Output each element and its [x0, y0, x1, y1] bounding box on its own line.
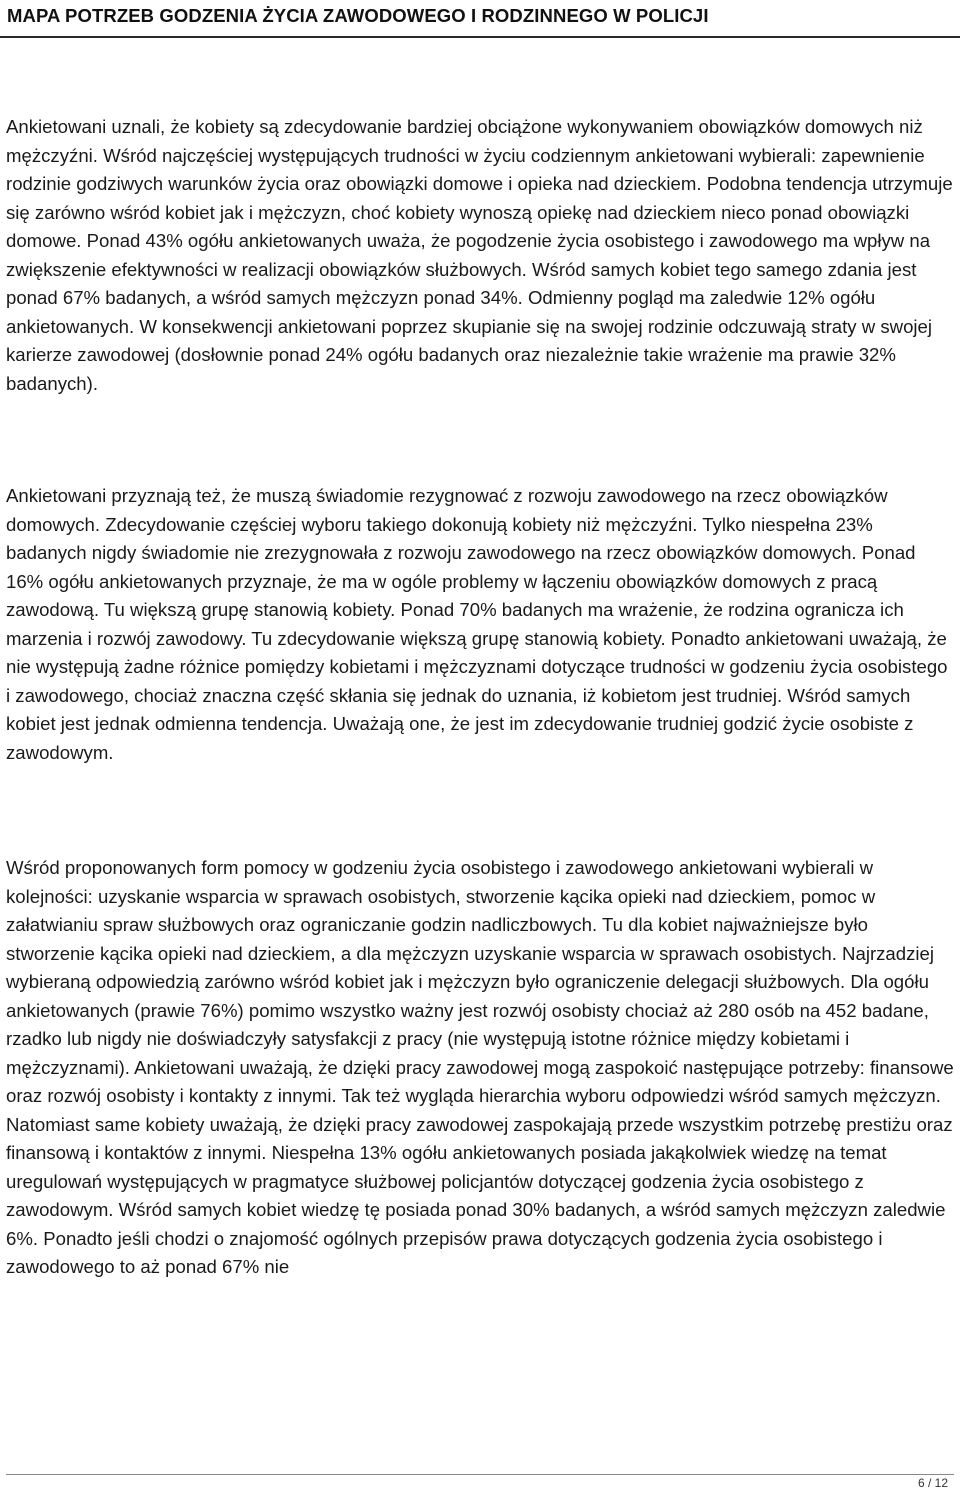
paragraph-career-resignation: Ankietowani przyznają też, że muszą świadomie rezygnować z rozwoju zawodowego na rzecz obowiązków domowych. Zdecydowanie częściej wyboru takiego dokonują kobiety niż mężczyźni. Tylko niespełna 23% badanych nigdy świadomie nie zrezygnowała z rozwoju zawodowego na rzecz obowiązków domowych. Ponad 16% ogółu ankietowanych przyznaje, że ma w ogóle problemy w łączeniu obowiązków domowych z pracą zawodową. Tu większą grupę stanowią kobiety. Ponad 70% badanych ma wrażenie, że rodzina ogranicza ich marzenia i rozwój zawodowy. Tu zdecydowanie większą grupę stanowią kobiety. Ponadto ankietowani uważają, że nie występują żadne różnice pomiędzy kobietami i mężczyznami dotyczące trudności w godzeniu życia osobistego i zawodowego, chociaż znaczna część skłania się jednak do uznania, iż kobietom jest trudniej. Wśród samych kobiet jest jednak odmienna tendencja. Uważają one, że jest im zdecydowanie trudniej godzić życie osobiste z zawodowym. [6, 485, 948, 763]
paragraph-household-duties: Ankietowani uznali, że kobiety są zdecydowanie bardziej obciążone wykonywaniem obowiązków domowych niż mężczyźni. Wśród najczęściej występujących trudności w życiu codziennym ankietowani wybierali: zapewnienie rodzinie godziwych warunków życia oraz obowiązki domowe i opieka nad dzieckiem. Podobna tendencja utrzymuje się zarówno wśród kobiet jak i mężczyzn, choć kobiety wynoszą opiekę nad dzieckiem nieco ponad obowiązki domowe. Ponad 43% ogółu ankietowanych uważa, że pogodzenie życia osobistego i zawodowego ma wpływ na zwiększenie efektywności w realizacji obowiązków służbowych. Wśród samych kobiet tego samego zdania jest ponad 67% badanych, a wśród samych mężczyzn ponad 34%. Odmienny pogląd ma zaledwie 12% ogółu ankietowanych. W konsekwencji ankietowani poprzez skupianie się na swojej rodzinie odczuwają straty w swojej karierze zawodowej (dosłownie ponad 24% ogółu badanych oraz niezależnie takie wrażenie ma prawie 32% badanych). [6, 116, 953, 394]
paragraph-support-forms: Wśród proponowanych form pomocy w godzeniu życia osobistego i zawodowego ankietowani wybierali w kolejności: uzyskanie wsparcia w sprawach osobistych, stworzenie kącika opieki nad dzieckiem, pomoc w załatwianiu spraw służbowych oraz ograniczanie godzin nadliczbowych. Tu dla kobiet najważniejsze było stworzenie kącika opieki nad dzieckiem, a dla mężczyzn uzyskanie wsparcia w sprawach osobistych. Najrzadziej wybieraną odpowiedzią zarówno wśród kobiet jak i mężczyzn było ograniczenie delegacji służbowych. Dla ogółu ankietowanych (prawie 76%) pomimo wszystko ważny jest rozwój osobisty chociaż aż 280 osób na 452 badane, rzadko lub nigdy nie doświadczyły satysfakcji z pracy (nie występują istotne różnice między kobietami i mężczyznami). Ankietowani uważają, że dzięki pracy zawodowej mogą zaspokoić następujące potrzeby: finansowe oraz rozwój osobisty i kontakty z innymi. Tak też wygląda hierarchia wyboru odpowiedzi wśród samych mężczyzn. Natomiast same kobiety uważają, że dzięki pracy zawodowej zaspokajają przede wszystkim potrzebę prestiżu oraz finansową i kontaktów z innymi. Niespełna 13% ogółu ankietowanych posiada jakąkolwiek wiedzę na temat uregulowań występujących w pragmatyce służbowej policjantów dotyczącej godzenia życia osobistego z zawodowym. Wśród samych kobiet wiedzę tę posiada ponad 30% badanych, a wśród samych mężczyzn zaledwie 6%. Ponadto jeśli chodzi o znajomość ogólnych przepisów prawa dotyczących godzenia życia osobistego i zawodowego to aż ponad 67% nie [6, 857, 954, 1277]
page-number: 6 / 12 [917, 1476, 948, 1490]
footer-divider [6, 1474, 954, 1475]
page-header [0, 0, 960, 38]
document-body [6, 113, 954, 1282]
document-title: MAPA POTRZEB GODZENIA ŻYCIA ZAWODOWEGO I RODZINNEGO W POLICJI [7, 5, 709, 26]
